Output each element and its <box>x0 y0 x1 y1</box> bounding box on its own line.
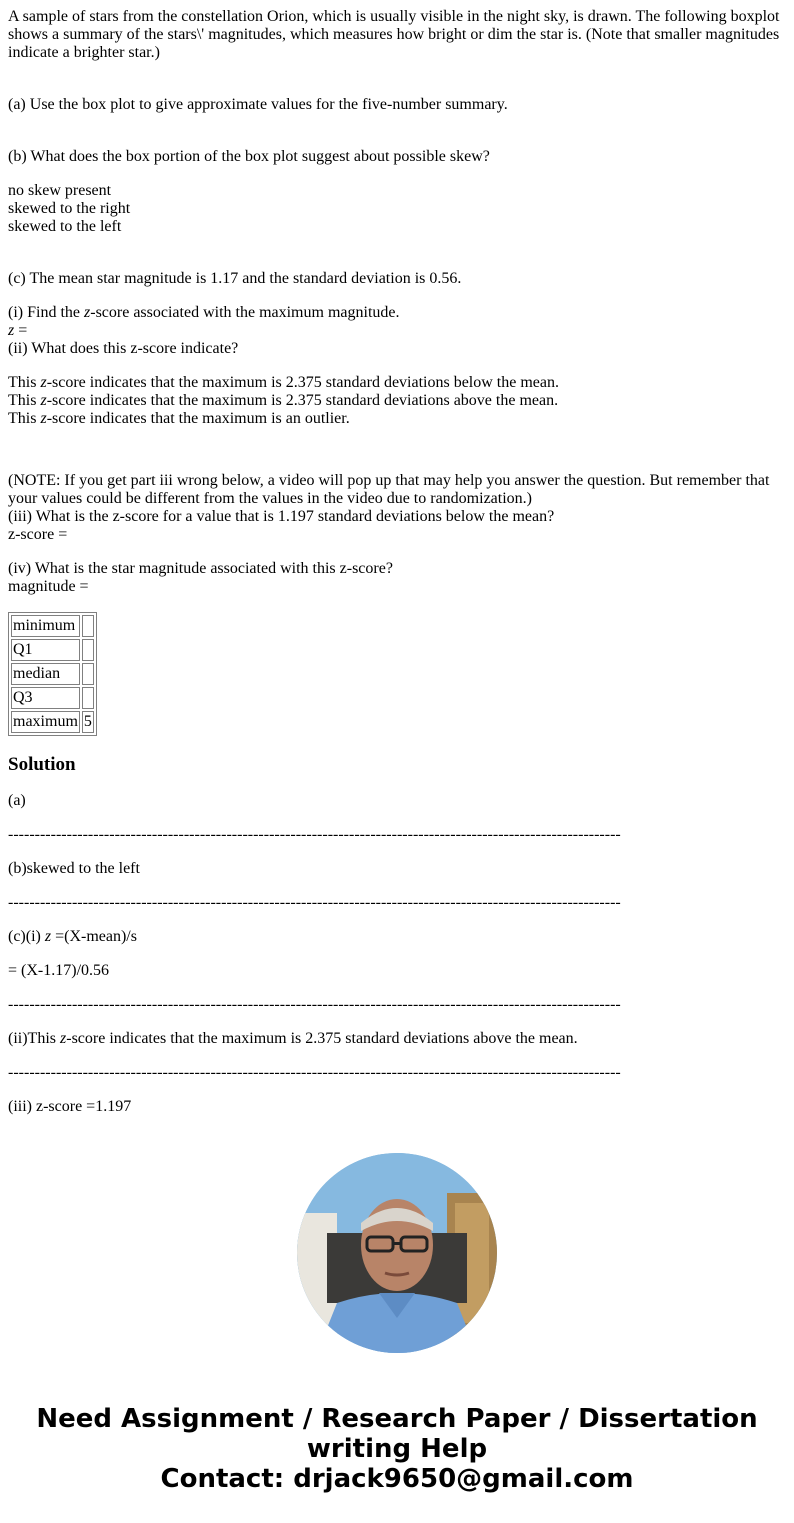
divider: ------------------------------------------------------------------------------------------------------------------- <box>8 894 621 911</box>
row-label: minimum <box>11 615 80 637</box>
part-c-iv-text: (iv) What is the star magnitude associated with this z-score? <box>8 560 393 577</box>
part-b-text: (b) What does the box portion of the box plot suggest about possible skew? <box>8 148 490 165</box>
zscore-option-above[interactable] <box>8 392 786 410</box>
zscore-equals-label: z-score = <box>8 526 68 543</box>
divider: ------------------------------------------------------------------------------------------------------------------- <box>8 1064 621 1081</box>
question-intro: A sample of stars from the constellation Orion, which is usually visible in the night sky, is drawn. The following boxplot shows a summary of the stars\' magnitudes, which measures how bright or dim the star is. (Note that smaller magnitudes indicate a brighter star.) <box>8 8 780 61</box>
option-post: -score indicates that the maximum is 2.375 standard deviations above the mean. <box>46 392 559 409</box>
row-value: 5 <box>82 711 94 733</box>
z-italic: z <box>8 322 15 339</box>
tutor-avatar <box>297 1153 497 1353</box>
row-label: Q3 <box>11 687 80 709</box>
five-number-summary-table <box>8 612 97 736</box>
banner-line-1: Need Assignment / Research Paper / Dissertation <box>36 1404 758 1434</box>
skew-option-left[interactable]: skewed to the left <box>8 218 122 235</box>
table-row <box>11 663 94 685</box>
row-label: Q1 <box>11 639 80 661</box>
part-c-text: (c) The mean star magnitude is 1.17 and the standard deviation is 0.56. <box>8 270 462 287</box>
zscore-option-outlier[interactable] <box>8 410 786 428</box>
banner-contact[interactable]: Contact: drjack9650@gmail.com <box>160 1464 634 1494</box>
part-c-i-pre: (i) Find the <box>8 304 84 321</box>
option-pre: This <box>8 392 41 409</box>
zscore-option-below[interactable] <box>8 374 786 392</box>
part-iii-note: (NOTE: If you get part iii wrong below, a video will pop up that may help you answer the question. But remember that your values could be different from the values in the video due to randomization.) <box>8 472 770 507</box>
tutor-photo-icon <box>297 1153 497 1353</box>
option-pre: This <box>8 410 41 427</box>
part-a-text: (a) Use the box plot to give approximate values for the five-number summary. <box>8 96 508 113</box>
z-equals-post: = <box>14 322 28 339</box>
row-value <box>82 663 94 685</box>
table-row <box>11 615 94 637</box>
sol-c-i-pre: (c)(i) <box>8 928 45 945</box>
part-c-ii-text: (ii) What does this z-score indicate? <box>8 340 239 357</box>
row-value <box>82 615 94 637</box>
z-equals-label <box>8 322 786 340</box>
sol-c-i-post: =(X-mean)/s <box>51 928 137 945</box>
option-pre: This <box>8 374 41 391</box>
table-row <box>11 711 94 733</box>
banner-line-2: writing Help <box>306 1434 488 1464</box>
solution-c-ii <box>8 1030 786 1048</box>
sol-c-ii-post: -score indicates that the maximum is 2.375 standard deviations above the mean. <box>66 1030 578 1047</box>
row-label: median <box>11 663 80 685</box>
solution-c-i <box>8 928 786 946</box>
solution-c-i-equation: = (X-1.17)/0.56 <box>8 962 110 979</box>
row-value <box>82 639 94 661</box>
row-value <box>82 687 94 709</box>
part-c-i-post: -score associated with the maximum magnitude. <box>90 304 400 321</box>
skew-option-right[interactable]: skewed to the right <box>8 200 131 217</box>
part-c-iii-text: (iii) What is the z-score for a value that is 1.197 standard deviations below the mean? <box>8 508 555 525</box>
z-italic: z <box>84 304 91 321</box>
part-c-i-text <box>8 304 786 322</box>
solution-c-iii: (iii) z-score =1.197 <box>8 1098 132 1115</box>
question-page <box>8 8 786 1116</box>
skew-option-none[interactable]: no skew present <box>8 182 112 199</box>
sol-c-i-z: z <box>44 928 52 945</box>
skew-options <box>8 182 786 236</box>
option-post: -score indicates that the maximum is 2.375 standard deviations below the mean. <box>46 374 559 391</box>
solution-heading: Solution <box>8 754 76 775</box>
option-z: z <box>40 392 47 409</box>
divider: ------------------------------------------------------------------------------------------------------------------- <box>8 996 621 1013</box>
table-row <box>11 687 94 709</box>
zscore-options <box>8 374 786 428</box>
row-label: maximum <box>11 711 80 733</box>
divider: ------------------------------------------------------------------------------------------------------------------- <box>8 826 621 843</box>
solution-a: (a) <box>8 792 26 809</box>
magnitude-equals-label: magnitude = <box>8 578 89 595</box>
sol-c-ii-z: z <box>60 1030 67 1047</box>
solution-b: (b)skewed to the left <box>8 860 140 877</box>
sol-c-ii-pre: (ii)This <box>8 1030 60 1047</box>
table-row <box>11 639 94 661</box>
option-post: -score indicates that the maximum is an outlier. <box>46 410 350 427</box>
help-banner <box>0 1404 794 1494</box>
option-z: z <box>40 374 47 391</box>
option-z: z <box>40 410 47 427</box>
